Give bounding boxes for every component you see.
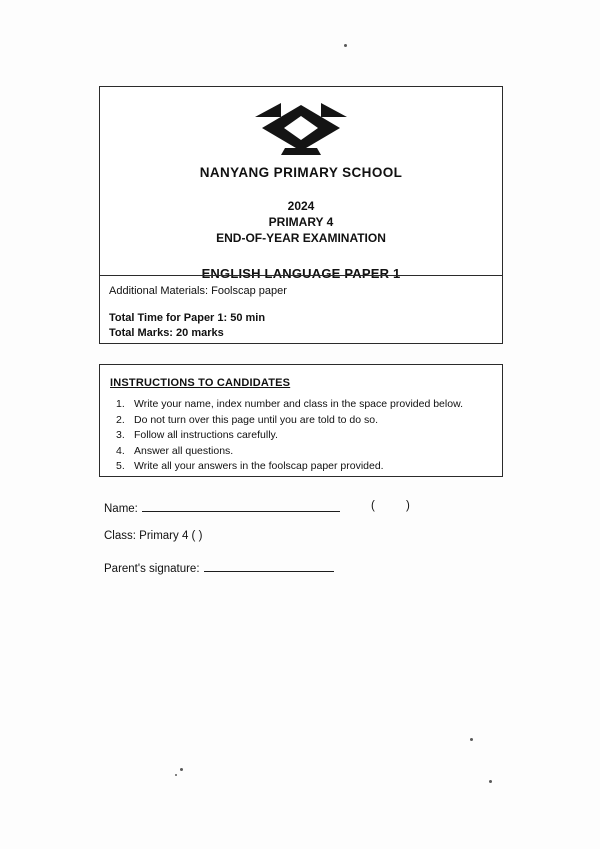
exam-name: END-OF-YEAR EXAMINATION bbox=[216, 231, 386, 245]
exam-year: 2024 bbox=[287, 199, 315, 213]
class-label[interactable]: Class: Primary 4 ( ) bbox=[104, 530, 203, 542]
name-label: Name: bbox=[104, 503, 138, 515]
index-number-field[interactable]: ( ) bbox=[371, 500, 424, 512]
school-crest-icon bbox=[241, 101, 361, 157]
scan-speckle bbox=[470, 738, 473, 741]
header-box bbox=[99, 86, 503, 344]
name-field-row bbox=[104, 500, 524, 530]
list-item-number: 3. bbox=[116, 429, 125, 441]
paper-title: ENGLISH LANGUAGE PAPER 1 bbox=[201, 266, 401, 281]
signature-field-row bbox=[104, 560, 524, 590]
instructions-box bbox=[99, 364, 503, 477]
additional-materials: Additional Materials: Foolscap paper bbox=[109, 285, 287, 297]
scan-speckle bbox=[180, 768, 183, 771]
scan-speckle bbox=[344, 44, 347, 47]
scan-speckle bbox=[175, 774, 177, 776]
list-item-number: 1. bbox=[116, 398, 125, 410]
exam-level: PRIMARY 4 bbox=[268, 215, 334, 229]
list-item bbox=[110, 413, 492, 428]
instructions-list bbox=[110, 397, 492, 474]
scan-speckle bbox=[489, 780, 492, 783]
list-item-text: Follow all instructions carefully. bbox=[134, 429, 278, 441]
name-input-line[interactable] bbox=[142, 500, 340, 512]
list-item bbox=[110, 397, 492, 412]
total-time: Total Time for Paper 1: 50 min bbox=[109, 312, 266, 324]
list-item bbox=[110, 444, 492, 459]
list-item bbox=[110, 428, 492, 443]
list-item-number: 5. bbox=[116, 460, 125, 472]
header-divider bbox=[100, 275, 502, 276]
class-field-row bbox=[104, 530, 524, 560]
school-name: NANYANG PRIMARY SCHOOL bbox=[199, 165, 403, 180]
signature-input-line[interactable] bbox=[204, 560, 334, 572]
candidate-particulars bbox=[104, 500, 524, 590]
signature-label: Parent's signature: bbox=[104, 563, 200, 575]
instructions-title: INSTRUCTIONS TO CANDIDATES bbox=[110, 377, 291, 389]
list-item-text: Write your name, index number and class in the space provided below. bbox=[134, 398, 463, 410]
list-item-text: Answer all questions. bbox=[134, 444, 234, 457]
list-item-number: 4. bbox=[116, 444, 125, 457]
time-and-marks bbox=[109, 311, 265, 341]
list-item-text: Write all your answers in the foolscap paper provided. bbox=[134, 460, 384, 472]
list-item bbox=[110, 459, 492, 474]
list-item-number: 2. bbox=[116, 413, 125, 426]
total-marks: Total Marks: 20 marks bbox=[109, 327, 224, 339]
list-item-text: Do not turn over this page until you are told to do so. bbox=[134, 413, 378, 426]
